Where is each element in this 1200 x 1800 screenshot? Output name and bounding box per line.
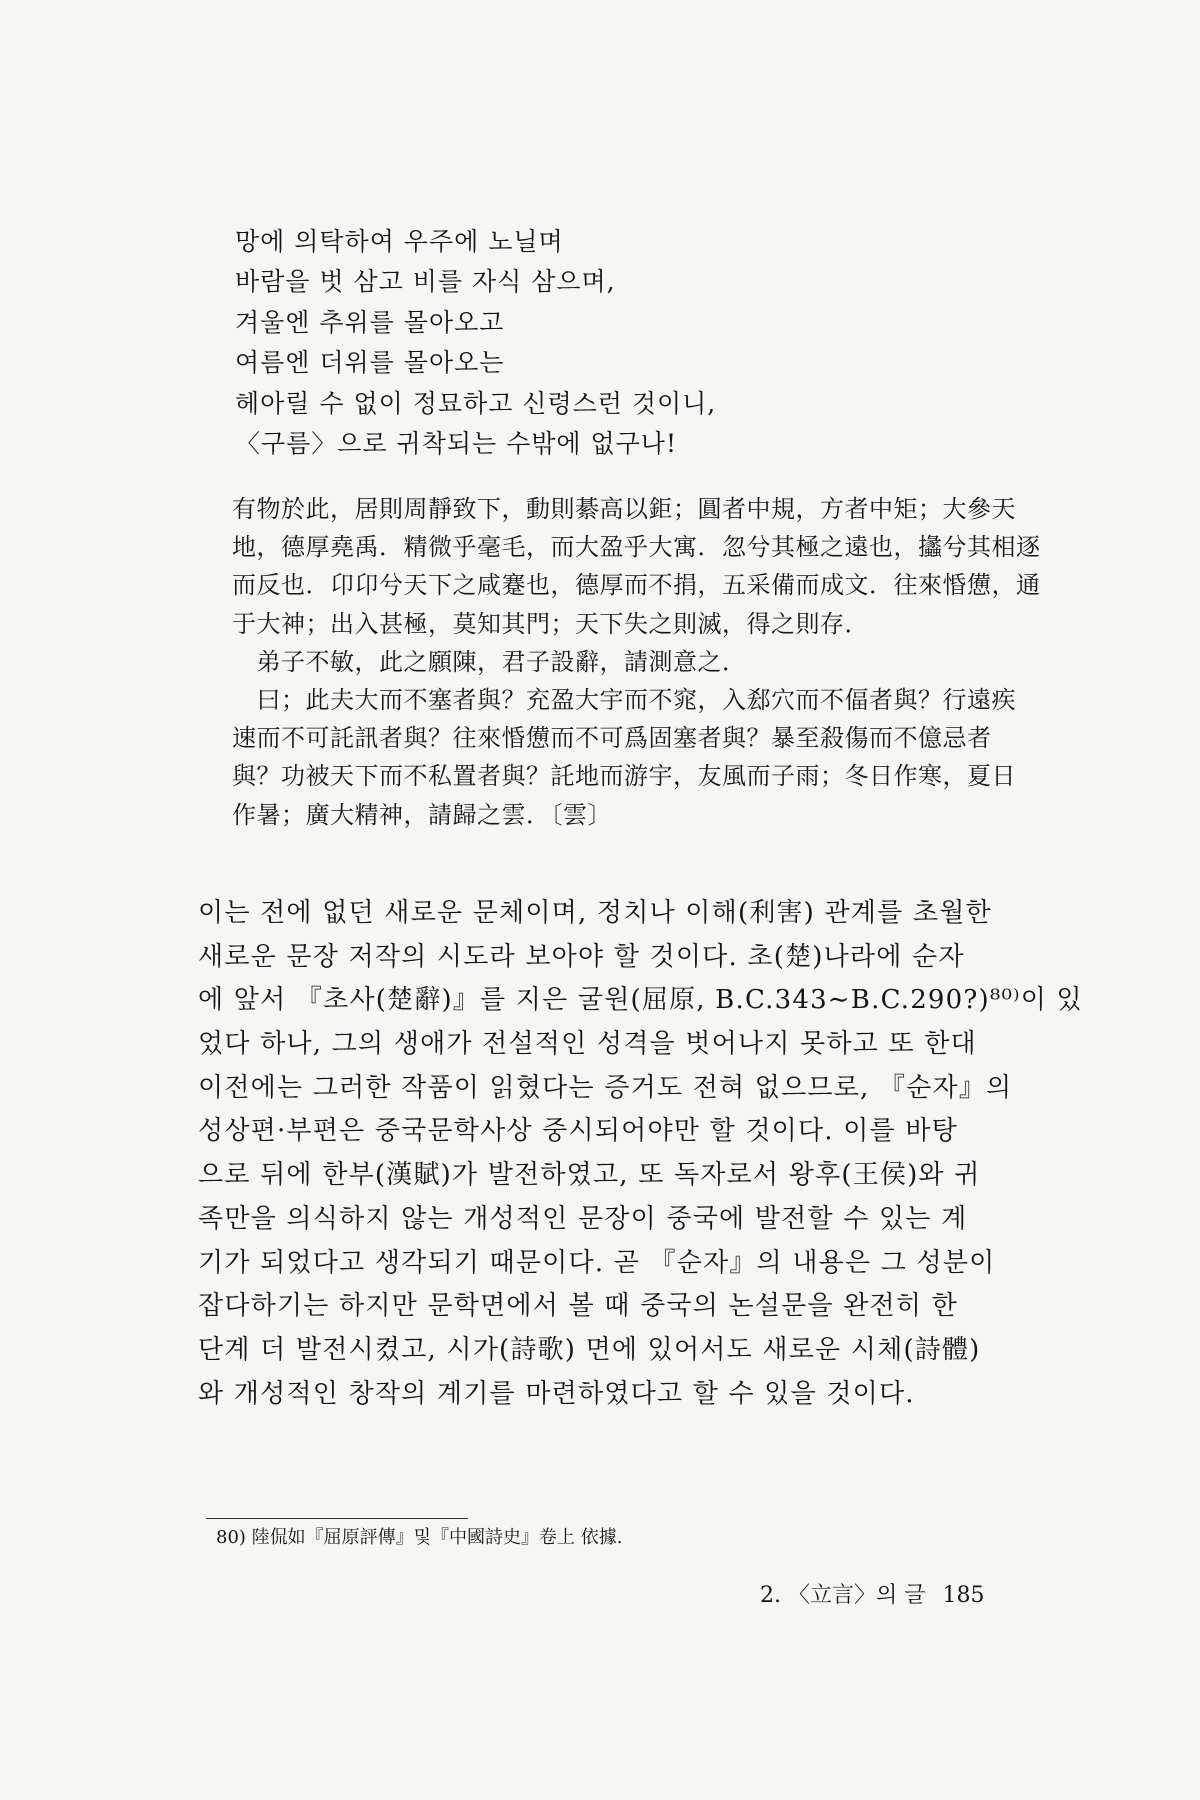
quote-line: 與？功被天下而不私置者與？託地而游宇，友風而子雨；冬日作寒，夏日 [232, 762, 1016, 791]
body-line: 족만을 의식하지 않는 개성적인 문장이 중국에 발전할 수 있는 계 [198, 1203, 968, 1234]
quote-line: 有物於此，居則周靜致下，動則綦高以鉅；圓者中規，方者中矩；大參天 [232, 495, 1016, 523]
poem-line: 여름엔 더위를 몰아오는 [235, 348, 505, 378]
quote-line: 而反也．卬卬兮天下之咸蹇也，德厚而不捐，五采備而成文．往來惛憊，通 [232, 571, 1041, 600]
quote-line: 速而不可託訊者與？往來惛憊而不可爲固塞者與？暴至殺傷而不億忌者 [232, 724, 992, 753]
classical-chinese-quote [232, 490, 1041, 834]
body-line: 으로 뒤에 한부(漢賦)가 발전하였고, 또 독자로서 왕후(王侯)와 귀 [198, 1160, 981, 1191]
quote-line: 曰；此夫大而不塞者與？充盈大宇而不窕，入郄穴而不偪者與？行遠疾 [232, 685, 1016, 714]
body-paragraph [198, 892, 1083, 1416]
body-line: 잡다하기는 하지만 문학면에서 볼 때 중국의 논설문을 완전히 한 [198, 1291, 958, 1322]
body-line: 기가 되었다고 생각되기 때문이다. 곧 『순자』의 내용은 그 성분이 [198, 1247, 996, 1278]
quote-line: 弟子不敏，此之願陳，君子設辭，請測意之． [232, 647, 747, 676]
running-head: 2. 〈立言〉의 글 [760, 1583, 926, 1608]
body-line: 에 앞서 『초사(楚辭)』를 지은 굴원(屈原, B.C.343∼B.C.290?)⁸⁰⁾이 있 [198, 985, 1083, 1016]
footnote: 80) 陸侃如『屈原評傳』및『中國詩史』卷上 依據. [216, 1527, 623, 1548]
footnote-divider [206, 1518, 468, 1519]
poem-line: 〈구름〉으로 귀착되는 수밖에 없구나! [235, 428, 677, 458]
poem-line: 망에 의탁하여 우주에 노닐며 [235, 227, 564, 256]
poem-line: 헤아릴 수 없이 정묘하고 신령스런 것이니, [235, 388, 717, 418]
body-line: 이전에는 그러한 작품이 읽혔다는 증거도 전혀 없으므로, 『순자』의 [198, 1072, 1013, 1103]
body-line: 었다 하나, 그의 생애가 전설적인 성격을 벗어나지 못하고 또 한대 [198, 1029, 977, 1060]
poem-translation [235, 222, 1015, 464]
quote-line: 地，德厚堯禹．精微乎毫毛，而大盈乎大寓．忽兮其極之遠也，攭兮其相逐 [232, 533, 1041, 562]
poem-line: 바람을 벗 삼고 비를 자식 삼으며, [235, 267, 616, 297]
body-line: 이는 전에 없던 새로운 문체이며, 정치나 이해(利害) 관계를 초월한 [198, 898, 992, 928]
quote-line: 作暑；廣大精神，請歸之雲．〔雲〕 [232, 800, 612, 829]
quote-line: 于大神；出入甚極，莫知其門；天下失之則滅，得之則存． [232, 609, 869, 638]
body-line: 와 개성적인 창작의 계기를 마련하였다고 할 수 있을 것이다. [198, 1378, 915, 1409]
poem-line: 겨울엔 추위를 몰아오고 [235, 307, 505, 337]
body-line: 성상편·부편은 중국문학사상 중시되어야만 할 것이다. 이를 바탕 [198, 1116, 958, 1147]
page-number: 185 [942, 1583, 985, 1608]
body-line: 단계 더 발전시켰고, 시가(詩歌) 면에 있어서도 새로운 시체(詩體) [198, 1334, 981, 1365]
page-footer [760, 1581, 984, 1611]
body-line: 새로운 문장 저작의 시도라 보아야 할 것이다. 초(楚)나라에 순자 [198, 941, 965, 972]
